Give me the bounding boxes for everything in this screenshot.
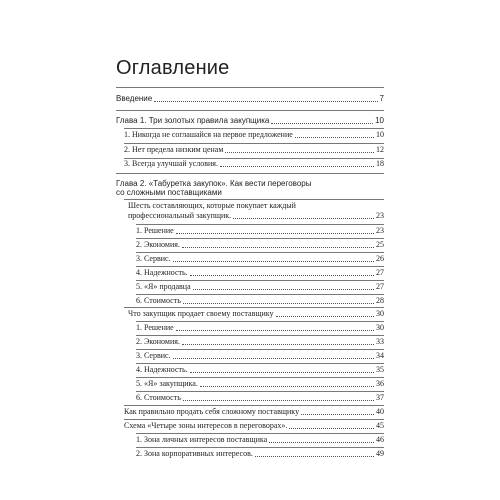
- dot-leader: [176, 233, 374, 234]
- dot-leader: [220, 166, 374, 167]
- toc-entry-sell-buyer-ego[interactable]: [136, 379, 384, 389]
- dot-leader: [193, 289, 374, 290]
- toc-entry-introduction[interactable]: [116, 94, 384, 104]
- toc-page-number: 23: [376, 211, 384, 220]
- toc-entry-buy-cost[interactable]: [136, 296, 384, 306]
- toc-entry-sell-reliability[interactable]: [136, 365, 384, 375]
- divider-15: [136, 335, 384, 336]
- toc-page-number: 10: [376, 130, 384, 139]
- divider-17: [136, 363, 384, 364]
- divider-7: [136, 224, 384, 225]
- divider-5: [116, 173, 384, 174]
- toc-page-number: 30: [376, 323, 384, 332]
- toc-entry-label: 4. Надежность.: [136, 268, 188, 277]
- toc-page-number: 18: [376, 159, 384, 168]
- toc-page-number: 40: [376, 407, 384, 416]
- toc-entry-label: Глава 1. Три золотых правила закупщика: [116, 116, 270, 125]
- toc-entry-ch1-rule-2[interactable]: [124, 145, 384, 155]
- toc-entry-six-components[interactable]: [128, 211, 384, 221]
- toc-entry-label: 3. Всегда улучшай условия.: [124, 159, 218, 168]
- divider-8: [136, 238, 384, 239]
- toc-page-number: 46: [376, 435, 384, 444]
- toc-entry-buy-service[interactable]: [136, 254, 384, 264]
- dot-leader: [183, 400, 374, 401]
- dot-leader: [289, 428, 374, 429]
- toc-entry-label: Что закупщик продает своему поставщику: [128, 309, 274, 318]
- toc-entry-sell-savings[interactable]: [136, 337, 384, 347]
- dot-leader: [233, 218, 374, 219]
- toc-page-number: 27: [376, 282, 384, 291]
- divider-21: [124, 419, 384, 420]
- divider-22: [136, 433, 384, 434]
- toc-entry-chapter-2[interactable]: [116, 179, 384, 197]
- toc-page-number: 37: [376, 393, 384, 402]
- toc-entry-zone-corporate[interactable]: [136, 449, 384, 459]
- toc-entry-six-components-line-1: Шесть составляющих, которые покупает каждый: [128, 201, 296, 210]
- dot-leader: [182, 247, 374, 248]
- toc-page-number: 30: [376, 309, 384, 318]
- toc-page-number: 45: [376, 421, 384, 430]
- toc-entry-zone-personal[interactable]: [136, 435, 384, 445]
- toc-entry-buy-seller-ego[interactable]: [136, 282, 384, 292]
- toc-entry-label: 1. Решение: [136, 323, 174, 332]
- toc-entry-buy-savings[interactable]: [136, 240, 384, 250]
- dot-leader: [190, 275, 374, 276]
- toc-entry-label: 1. Решение: [136, 226, 174, 235]
- toc-entry-sell-cost[interactable]: [136, 393, 384, 403]
- divider-13: [124, 307, 384, 308]
- toc-page-number: 23: [376, 226, 384, 235]
- chapter-2-title-line-1: Глава 2. «Табуретка закупок». Как вести переговоры: [116, 179, 312, 188]
- toc-entry-label: 6. Стоимость: [136, 296, 181, 305]
- toc-page-number: 26: [376, 254, 384, 263]
- toc-entry-label: 2. Зона корпоративных интересов.: [136, 449, 253, 458]
- divider-9: [136, 252, 384, 253]
- toc-page-number: 33: [376, 337, 384, 346]
- toc-entry-buy-reliability[interactable]: [136, 268, 384, 278]
- toc-entry-label: 2. Нет предела низким ценам: [124, 145, 224, 154]
- dot-leader: [301, 414, 374, 415]
- toc-page-number: 10: [375, 116, 384, 125]
- toc-entry-label: Как правильно продать себя сложному поставщику: [124, 407, 300, 416]
- toc-entry-label: 4. Надежность.: [136, 365, 188, 374]
- chapter-2-title-line-2: со сложными поставщиками: [116, 188, 222, 197]
- toc-page-number: 27: [376, 268, 384, 277]
- toc-entry-ch1-rule-1[interactable]: [124, 130, 384, 140]
- divider-12: [136, 294, 384, 295]
- divider-3: [124, 143, 384, 144]
- toc-entry-label: 5. «Я» закупщика.: [136, 379, 198, 388]
- toc-entry-label: 3. Сервис.: [136, 254, 171, 263]
- toc-page-number: 36: [376, 379, 384, 388]
- divider-19: [136, 391, 384, 392]
- toc-entry-four-zones-scheme[interactable]: [124, 421, 384, 431]
- dot-leader: [154, 101, 377, 102]
- dot-leader: [225, 152, 374, 153]
- dot-leader: [173, 358, 374, 359]
- dot-leader: [255, 456, 374, 457]
- divider-6: [124, 199, 384, 200]
- divider-18: [136, 377, 384, 378]
- toc-entry-buy-decision[interactable]: [136, 226, 384, 236]
- divider-14: [136, 321, 384, 322]
- divider-1: [116, 110, 384, 111]
- dot-leader: [271, 123, 373, 124]
- divider-16: [136, 349, 384, 350]
- toc-entry-label: Схема «Четыре зоны интересов в переговорах».: [124, 421, 288, 430]
- toc-entry-what-buyer-sells[interactable]: [128, 309, 384, 319]
- dot-leader: [276, 316, 374, 317]
- toc-entry-sell-service[interactable]: [136, 351, 384, 361]
- divider-20: [124, 405, 384, 406]
- toc-entry-label: 1. Никогда не соглашайся на первое предложение: [124, 130, 293, 139]
- toc-entry-sell-yourself[interactable]: [124, 407, 384, 417]
- toc-page-number: 34: [376, 351, 384, 360]
- toc-entry-ch1-rule-3[interactable]: [124, 159, 384, 169]
- toc-entry-chapter-1[interactable]: [116, 116, 384, 126]
- toc-entry-label: 2. Экономия.: [136, 240, 180, 249]
- toc-entry-label: 6. Стоимость: [136, 393, 181, 402]
- toc-entry-sell-decision[interactable]: [136, 323, 384, 333]
- toc-entry-label: 5. «Я» продавца: [136, 282, 191, 291]
- toc-page-number: 12: [376, 145, 384, 154]
- toc-entry-label: 3. Сервис.: [136, 351, 171, 360]
- divider-2: [124, 128, 384, 129]
- toc-entry-label: 1. Зона личных интересов поставщика: [136, 435, 268, 444]
- dot-leader: [190, 372, 374, 373]
- toc-entry-label: Введение: [116, 94, 153, 103]
- toc-entry-label: профессиональный закупщик.: [128, 211, 232, 220]
- divider-23: [136, 447, 384, 448]
- divider-top: [116, 87, 384, 88]
- dot-leader: [295, 137, 374, 138]
- toc-page-number: 28: [376, 296, 384, 305]
- dot-leader: [176, 330, 374, 331]
- toc-page-number: 7: [379, 94, 384, 103]
- toc-page-number: 35: [376, 365, 384, 374]
- dot-leader: [173, 261, 374, 262]
- dot-leader: [183, 303, 374, 304]
- toc-page-number: 49: [376, 449, 384, 458]
- toc-entry-label: 2. Экономия.: [136, 337, 180, 346]
- page-title: Оглавление: [116, 57, 230, 79]
- dot-leader: [200, 386, 374, 387]
- toc-page-number: 25: [376, 240, 384, 249]
- dot-leader: [269, 442, 374, 443]
- dot-leader: [182, 344, 374, 345]
- divider-10: [136, 266, 384, 267]
- divider-11: [136, 280, 384, 281]
